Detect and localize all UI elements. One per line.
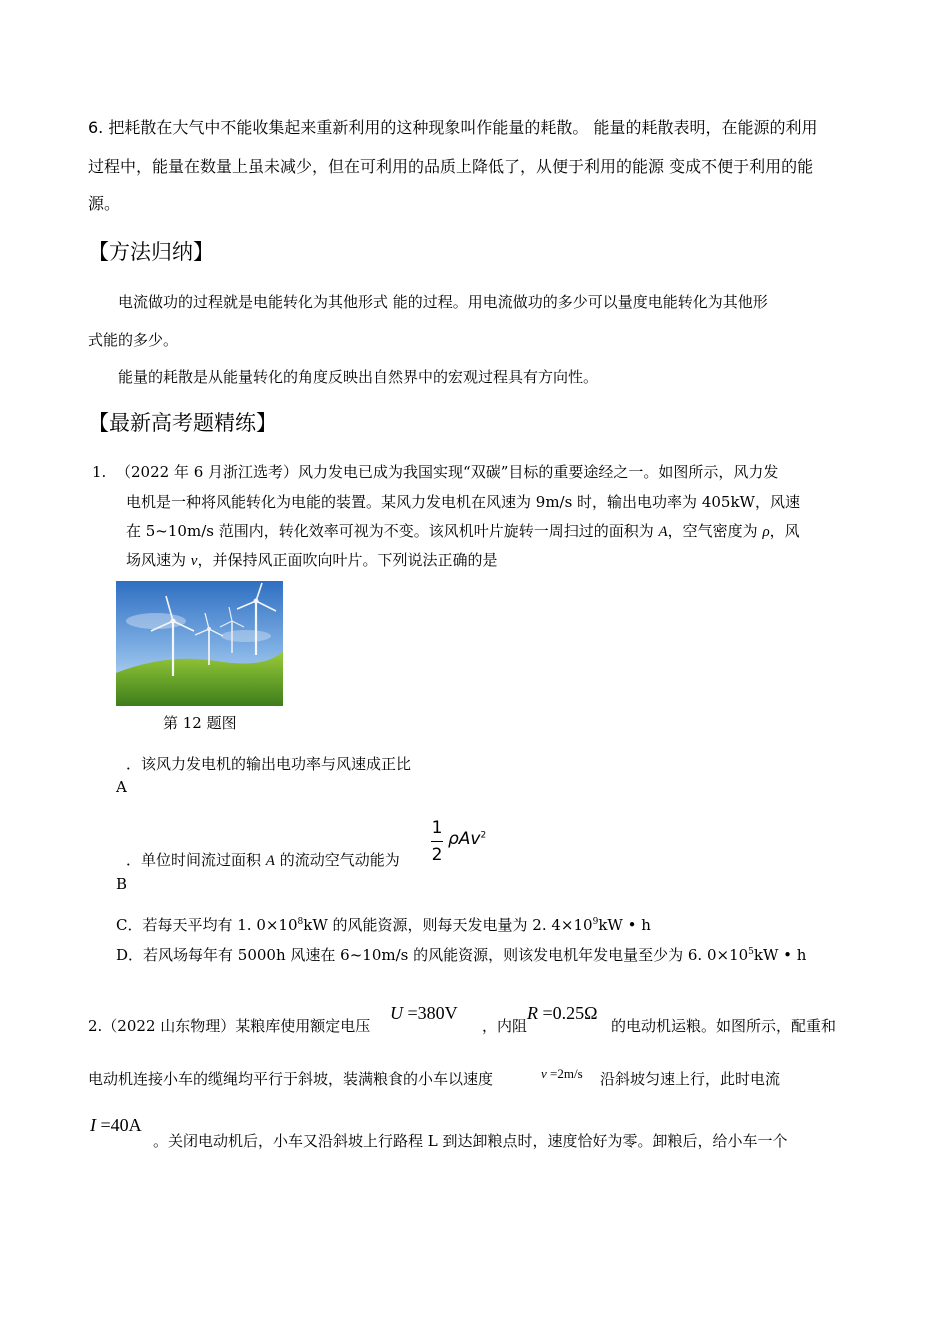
q1-number: 1. — [92, 463, 107, 481]
q2-line3: 。关闭电动机后，小车又沿斜坡上行路程 L 到达卸粮点时，速度恰好为零。卸粮后，给小车一个 — [153, 1132, 788, 1150]
q2-resistance: R =0.25Ω — [527, 1003, 598, 1023]
option-d-text: D．若风场每年有 5000h 风速在 6~10m/s 的风能资源，则该发电机年发电量至少为 6. $0\times 10^5kW$ • h — [116, 946, 807, 964]
option-a-letter: A — [116, 778, 127, 796]
wind-turbine-image — [116, 581, 283, 706]
formula-denominator: 2 — [431, 845, 443, 865]
q2-line2-a: 电动机连接小车的缆绳均平行于斜坡，装满粮食的小车以速度 — [88, 1070, 494, 1088]
item6-number: 6. — [88, 118, 104, 137]
q2-line2-b: 沿斜坡匀速上行，此时电流 — [600, 1070, 781, 1088]
q2-mid1: ，内阻 — [482, 1017, 528, 1035]
option-c-text: C．若每天平均有 1. $0\times 10^8kW$ 的风能资源，则每天发电量为 2. $4\times 10^9kW$ • h — [116, 916, 651, 934]
formula-body: ρAv$^2$ — [448, 829, 487, 849]
formula-numerator: 1 — [431, 818, 443, 838]
q1-line1: （2022 年 6 月浙江选考）风力发电已成为我国实现“双碳”目标的重要途经之一。如图所示，风力发 — [116, 463, 779, 481]
q2-suffix1: 的电动机运粮。如图所示，配重和 — [611, 1017, 837, 1035]
figure-caption: 第 12 题图 — [163, 714, 237, 732]
formula-fraction-bar — [431, 841, 443, 842]
q1-line3: 在 5~10m/s 范围内，转化效率可视为不变。该风机叶片旋转一周扫过的面积为 A，空气密度为 ρ，风 — [126, 522, 800, 540]
option-b-text: ．单位时间流过面积 A 的流动空气动能为 — [126, 851, 400, 869]
method-p1-line2: 式能的多少。 — [88, 331, 179, 349]
method-heading: 【方法归纳】 — [88, 240, 214, 264]
item6-line2: 过程中，能量在数量上虽未减少，但在可利用的品质上降低了，从便于利用的能源 变成不便于利用的能 — [88, 157, 814, 176]
exercise-heading: 【最新高考题精练】 — [88, 411, 277, 435]
q2-velocity: v =2m/s — [541, 1066, 583, 1081]
q2-voltage: U =380V — [390, 1003, 458, 1023]
item6-line1: 6. 把耗散在大气中不能收集起来重新利用的这种现象叫作能量的耗散。 能量的耗散表明，在能源的利用 — [88, 118, 818, 137]
option-b-letter: B — [116, 875, 128, 893]
q1-line4: 场风速为 v，并保持风正面吹向叶片。下列说法正确的是 — [126, 551, 498, 569]
item6-line3: 源。 — [88, 194, 121, 213]
method-p2: 能量的耗散是从能量转化的角度反映出自然界中的宏观过程具有方向性。 — [118, 368, 599, 386]
method-p1-line1: 电流做功的过程就是电能转化为其他形式 能的过程。用电流做功的多少可以量度电能转化为其他形 — [118, 293, 768, 311]
option-a-text: ．该风力发电机的输出电功率与风速成正比 — [126, 755, 412, 773]
q2-current: I =40A — [90, 1115, 142, 1135]
q1-line2: 电机是一种将风能转化为电能的装置。某风力发电机在风速为 9m/s 时，输出电功率为 405kW，风速 — [126, 493, 800, 511]
q2-prefix: 2.（2022 山东物理）某粮库使用额定电压 — [88, 1017, 371, 1035]
